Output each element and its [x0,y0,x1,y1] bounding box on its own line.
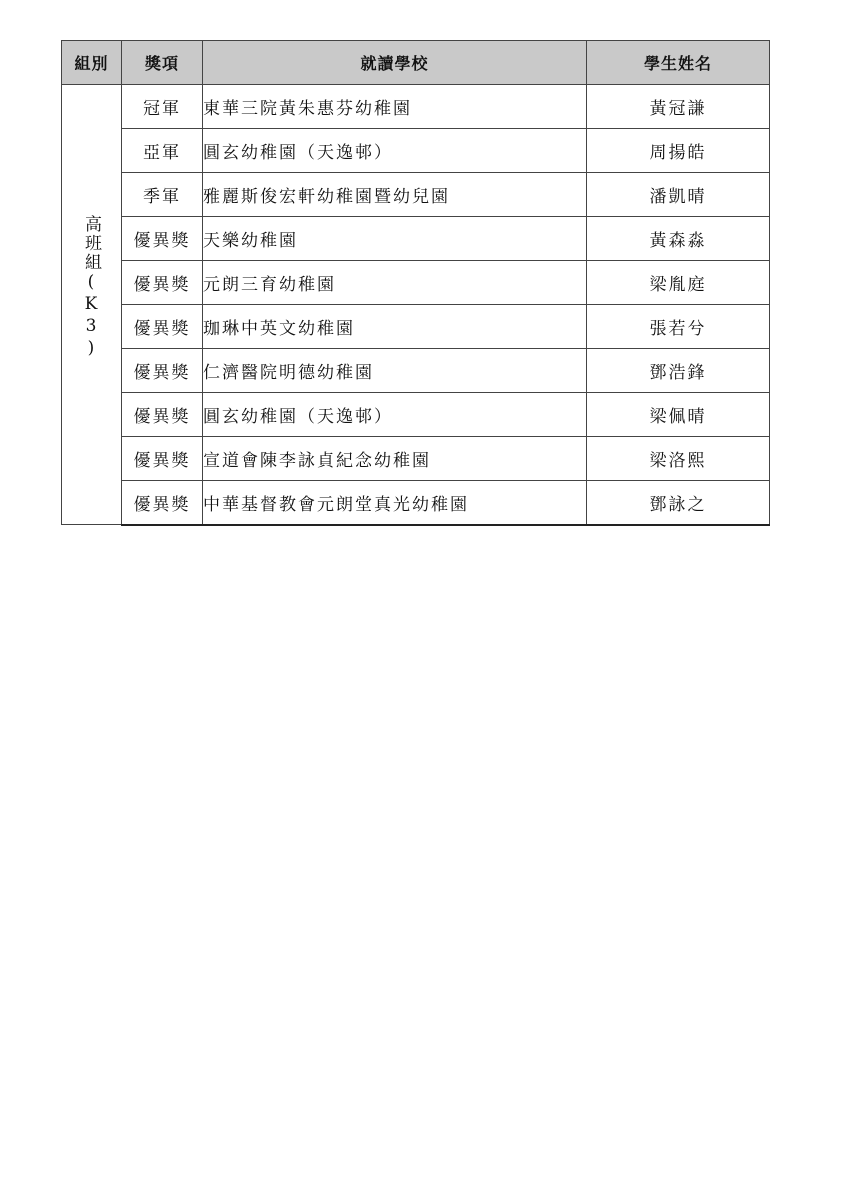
school-cell: 雅麗斯俊宏軒幼稚園暨幼兒園 [203,173,587,217]
award-cell: 優異獎 [122,305,203,349]
student-cell: 梁佩晴 [587,393,770,437]
award-cell: 季軍 [122,173,203,217]
header-school: 就讀學校 [203,41,587,85]
award-cell: 優異獎 [122,349,203,393]
results-table [61,40,770,526]
student-cell: 鄧浩鋒 [587,349,770,393]
table-row [62,305,770,349]
table-row [62,129,770,173]
student-cell: 周揚皓 [587,129,770,173]
award-cell: 優異獎 [122,393,203,437]
school-cell: 珈琳中英文幼稚園 [203,305,587,349]
award-cell: 優異獎 [122,481,203,525]
header-student: 學生姓名 [587,41,770,85]
student-cell: 黃冠謙 [587,85,770,129]
award-cell: 優異獎 [122,437,203,481]
student-cell: 鄧詠之 [587,481,770,525]
award-cell: 優異獎 [122,261,203,305]
table-row [62,173,770,217]
table-row [62,437,770,481]
school-cell: 天樂幼稚園 [203,217,587,261]
award-cell: 優異獎 [122,217,203,261]
table-row [62,349,770,393]
school-cell: 東華三院黃朱惠芬幼稚園 [203,85,587,129]
student-cell: 梁胤庭 [587,261,770,305]
header-award: 獎項 [122,41,203,85]
header-group: 組別 [62,41,122,85]
table-row [62,261,770,305]
group-label: 高班組(K3) [81,214,101,360]
results-sheet [61,40,770,526]
award-cell: 冠軍 [122,85,203,129]
award-cell: 亞軍 [122,129,203,173]
school-cell: 圓玄幼稚園（天逸邨） [203,129,587,173]
school-cell: 仁濟醫院明德幼稚園 [203,349,587,393]
school-cell: 圓玄幼稚園（天逸邨） [203,393,587,437]
student-cell: 張若兮 [587,305,770,349]
school-cell: 中華基督教會元朗堂真光幼稚園 [203,481,587,525]
school-cell: 宣道會陳李詠貞紀念幼稚園 [203,437,587,481]
table-row [62,217,770,261]
table-row [62,393,770,437]
table-row [62,481,770,525]
student-cell: 梁洛熙 [587,437,770,481]
school-cell: 元朗三育幼稚園 [203,261,587,305]
student-cell: 黃森淼 [587,217,770,261]
table-header-row [62,41,770,85]
table-row [62,85,770,129]
group-cell [62,85,122,525]
student-cell: 潘凱晴 [587,173,770,217]
